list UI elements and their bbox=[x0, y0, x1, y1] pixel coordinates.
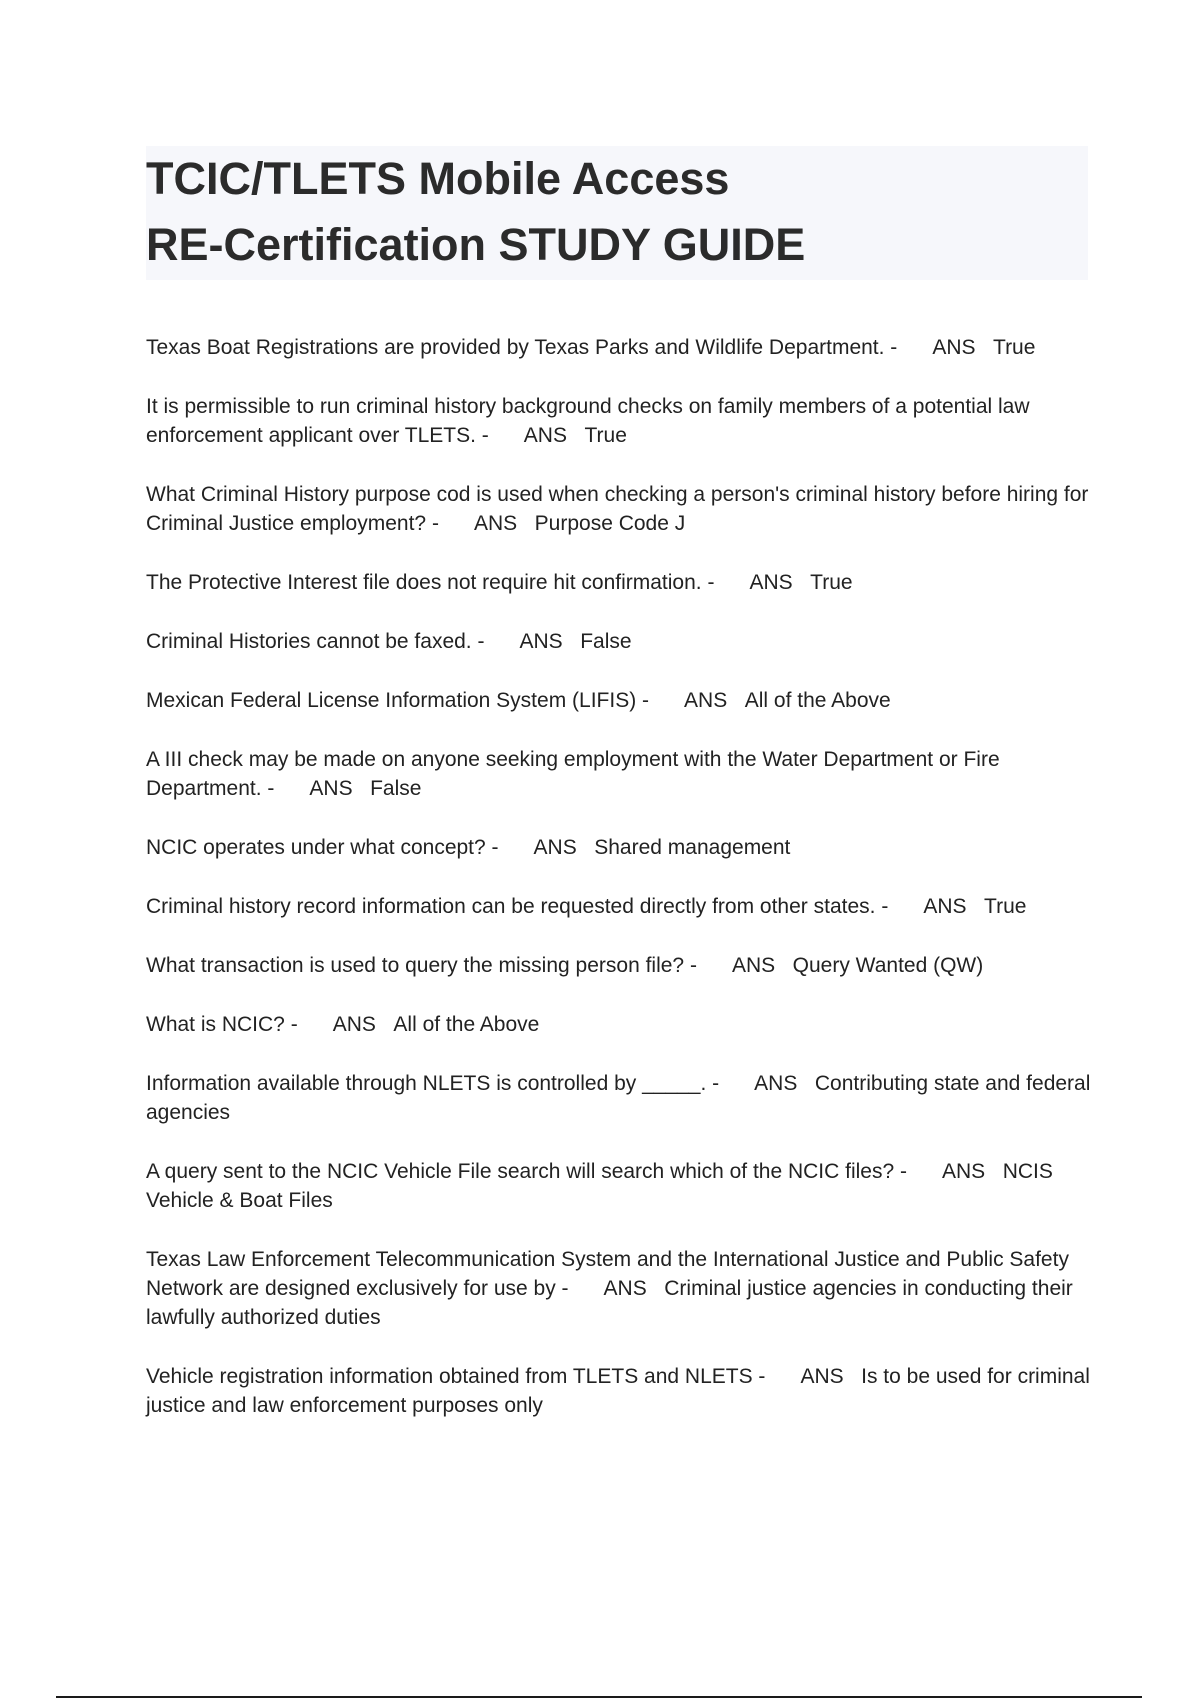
question-text: What transaction is used to query the missing person file? bbox=[146, 954, 685, 977]
answer-text: Shared management bbox=[594, 836, 791, 859]
question-text: Criminal history record information can be requested directly from other states. bbox=[146, 895, 876, 918]
answer-text: True bbox=[993, 336, 1036, 359]
answer-text: True bbox=[810, 571, 853, 594]
question-separator: - bbox=[636, 689, 650, 712]
qa-list bbox=[146, 333, 1091, 1450]
question-text: Criminal Histories cannot be faxed. bbox=[146, 630, 472, 653]
qa-item bbox=[146, 480, 1091, 538]
answer-label: ANS bbox=[923, 895, 967, 918]
title-banner bbox=[146, 146, 1088, 280]
qa-item bbox=[146, 686, 1091, 715]
answer-label: ANS bbox=[603, 1277, 647, 1300]
question-separator: - bbox=[701, 571, 715, 594]
question-separator: - bbox=[555, 1277, 569, 1300]
answer-text: All of the Above bbox=[393, 1013, 540, 1036]
question-separator: - bbox=[426, 512, 439, 535]
answer-label: ANS bbox=[473, 512, 518, 535]
answer-label: ANS bbox=[332, 1013, 376, 1036]
question-text: Mexican Federal License Information System (LIFIS) bbox=[146, 689, 637, 712]
answer-label: ANS bbox=[684, 689, 728, 712]
answer-label: ANS bbox=[942, 1160, 986, 1183]
question-text: What is NCIC? bbox=[146, 1013, 285, 1036]
page-title-line-2: RE-Certification STUDY GUIDE bbox=[146, 219, 806, 270]
question-text: Texas Law Enforcement Telecommunication System and the International Justice and Public Safety Network are designed exclusively for use by bbox=[146, 1248, 1069, 1300]
answer-text: False bbox=[580, 630, 632, 653]
question-text: Information available through NLETS is controlled by _____. bbox=[146, 1072, 707, 1095]
qa-item bbox=[146, 745, 1091, 803]
answer-text: NCIS Vehicle & Boat Files bbox=[146, 1160, 1053, 1212]
question-separator: - bbox=[706, 1072, 720, 1095]
question-text: Texas Boat Registrations are provided by Texas Parks and Wildlife Department. bbox=[146, 336, 885, 359]
qa-item bbox=[146, 1157, 1091, 1215]
answer-text: True bbox=[584, 424, 627, 447]
question-separator: - bbox=[471, 630, 485, 653]
answer-text: Criminal justice agencies in conducting their lawfully authorized duties bbox=[146, 1277, 1073, 1329]
question-separator: - bbox=[284, 1013, 298, 1036]
answer-text: Purpose Code J bbox=[534, 512, 686, 535]
answer-label: ANS bbox=[800, 1365, 844, 1388]
qa-item bbox=[146, 951, 1091, 980]
question-text: A query sent to the NCIC Vehicle File search will search which of the NCIC files? bbox=[146, 1160, 895, 1183]
question-text: The Protective Interest file does not require hit confirmation. bbox=[146, 571, 702, 594]
answer-label: ANS bbox=[932, 336, 976, 359]
question-text: NCIC operates under what concept? bbox=[146, 836, 486, 859]
bottom-divider bbox=[56, 1696, 1142, 1698]
qa-item bbox=[146, 333, 1091, 362]
question-text: It is permissible to run criminal history background checks on family members of a potential law enforcement applicant over TLETS. bbox=[146, 395, 1030, 447]
qa-item bbox=[146, 568, 1091, 597]
qa-item bbox=[146, 1245, 1091, 1332]
answer-label: ANS bbox=[754, 1072, 798, 1095]
answer-text: Contributing state and federal agencies bbox=[146, 1072, 1091, 1124]
qa-item bbox=[146, 1069, 1091, 1127]
qa-item bbox=[146, 1010, 1091, 1039]
page-title-line-1: TCIC/TLETS Mobile Access bbox=[146, 153, 730, 204]
answer-label: ANS bbox=[519, 630, 563, 653]
question-separator: - bbox=[752, 1365, 766, 1388]
answer-text: All of the Above bbox=[744, 689, 891, 712]
answer-label: ANS bbox=[533, 836, 577, 859]
answer-label: ANS bbox=[309, 777, 353, 800]
qa-item bbox=[146, 892, 1091, 921]
question-separator: - bbox=[884, 336, 898, 359]
question-separator: - bbox=[875, 895, 889, 918]
answer-text: Is to be used for criminal justice and law enforcement purposes only bbox=[146, 1365, 1090, 1417]
answer-label: ANS bbox=[523, 424, 567, 447]
question-separator: - bbox=[261, 777, 275, 800]
answer-text: False bbox=[370, 777, 422, 800]
qa-item bbox=[146, 392, 1091, 450]
question-separator: - bbox=[684, 954, 697, 977]
answer-label: ANS bbox=[731, 954, 776, 977]
answer-text: True bbox=[984, 895, 1027, 918]
question-text: What Criminal History purpose cod is used when checking a person's criminal history before hiring for Criminal Justice employment? bbox=[146, 483, 1089, 535]
answer-text: Query Wanted (QW) bbox=[792, 954, 984, 977]
question-separator: - bbox=[475, 424, 489, 447]
question-text: Vehicle registration information obtained from TLETS and NLETS bbox=[146, 1365, 753, 1388]
question-text: A III check may be made on anyone seeking employment with the Water Department or Fire Department. bbox=[146, 748, 1000, 800]
question-separator: - bbox=[894, 1160, 907, 1183]
qa-item bbox=[146, 1362, 1091, 1420]
question-separator: - bbox=[485, 836, 499, 859]
qa-item bbox=[146, 833, 1091, 862]
answer-label: ANS bbox=[749, 571, 793, 594]
qa-item bbox=[146, 627, 1091, 656]
